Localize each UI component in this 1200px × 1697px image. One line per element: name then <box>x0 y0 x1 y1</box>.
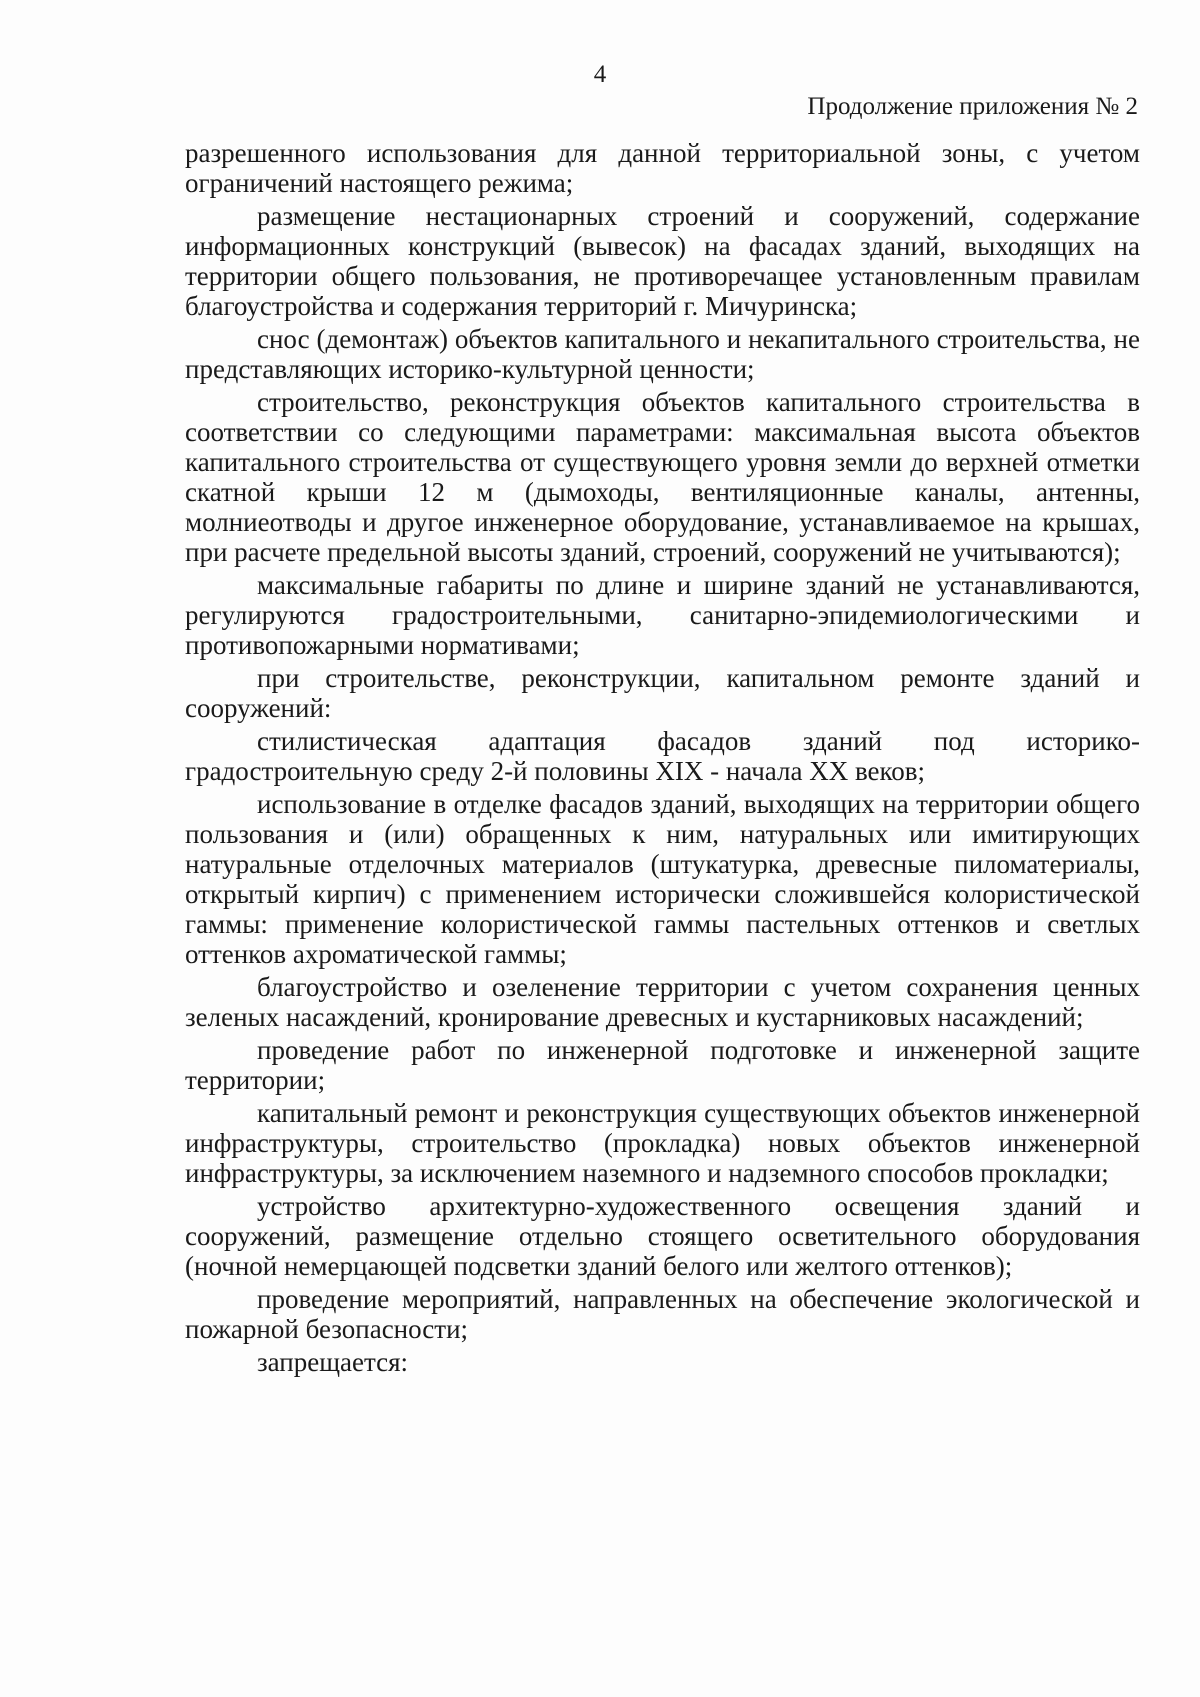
paragraph: при строительстве, реконструкции, капитальном ремонте зданий и сооружений: <box>185 663 1140 723</box>
paragraph: размещение нестационарных строений и сооружений, содержание информационных конструкций (вывесок) на фасадах зданий, выходящих на территории общего пользования, не противоречащее установленным правилам благоустройства и содержания территорий г. Мичуринска; <box>185 201 1140 321</box>
paragraph: устройство архитектурно-художественного освещения зданий и сооружений, размещение отдельно стоящего осветительного оборудования (ночной немерцающей подсветки зданий белого или желтого оттенков); <box>185 1191 1140 1281</box>
paragraph: разрешенного использования для данной территориальной зоны, с учетом ограничений настоящего режима; <box>185 138 1140 198</box>
paragraph: максимальные габариты по длине и ширине зданий не устанавливаются, регулируются градостроительными, санитарно-эпидемиологическими и противопожарными нормативами; <box>185 570 1140 660</box>
paragraph: запрещается: <box>257 1347 409 1377</box>
paragraph: проведение работ по инженерной подготовке и инженерной защите территории; <box>185 1035 1140 1095</box>
body-text <box>185 138 1140 1380</box>
page-number: 4 <box>593 61 607 88</box>
paragraph: стилистическая адаптация фасадов зданий под историко-градостроительную среду 2-й половины XIX - начала XX веков; <box>185 726 1140 786</box>
paragraph: проведение мероприятий, направленных на обеспечение экологической и пожарной безопасности; <box>185 1284 1140 1344</box>
paragraph: строительство, реконструкция объектов капитального строительства в соответствии со следующими параметрами: максимальная высота объектов капитального строительства от существующего уровня земли до верхней отметки скатной крыши 12 м (дымоходы, вентиляционные каналы, антенны, молниеотводы и другое инженерное оборудование, устанавливаемое на крышах, при расчете предельной высоты зданий, строений, сооружений не учитываются); <box>185 387 1140 567</box>
appendix-heading: Продолжение приложения № 2 <box>807 93 1138 120</box>
paragraph: капитальный ремонт и реконструкция существующих объектов инженерной инфраструктуры, строительство (прокладка) новых объектов инженерной инфраструктуры, за исключением наземного и надземного способов прокладки; <box>185 1098 1140 1188</box>
paragraph: использование в отделке фасадов зданий, выходящих на территории общего пользования и (или) обращенных к ним, натуральных или имитирующих натуральные отделочных материалов (штукатурка, древесные пиломатериалы, открытый кирпич) с применением исторически сложившейся колористической гаммы: применение колористической гаммы пастельных оттенков и светлых оттенков ахроматической гаммы; <box>185 789 1140 969</box>
paragraph: снос (демонтаж) объектов капитального и некапитального строительства, не представляющих историко-культурной ценности; <box>185 324 1140 384</box>
paragraph: благоустройство и озеленение территории с учетом сохранения ценных зеленых насаждений, кронирование древесных и кустарниковых насаждений; <box>185 972 1140 1032</box>
